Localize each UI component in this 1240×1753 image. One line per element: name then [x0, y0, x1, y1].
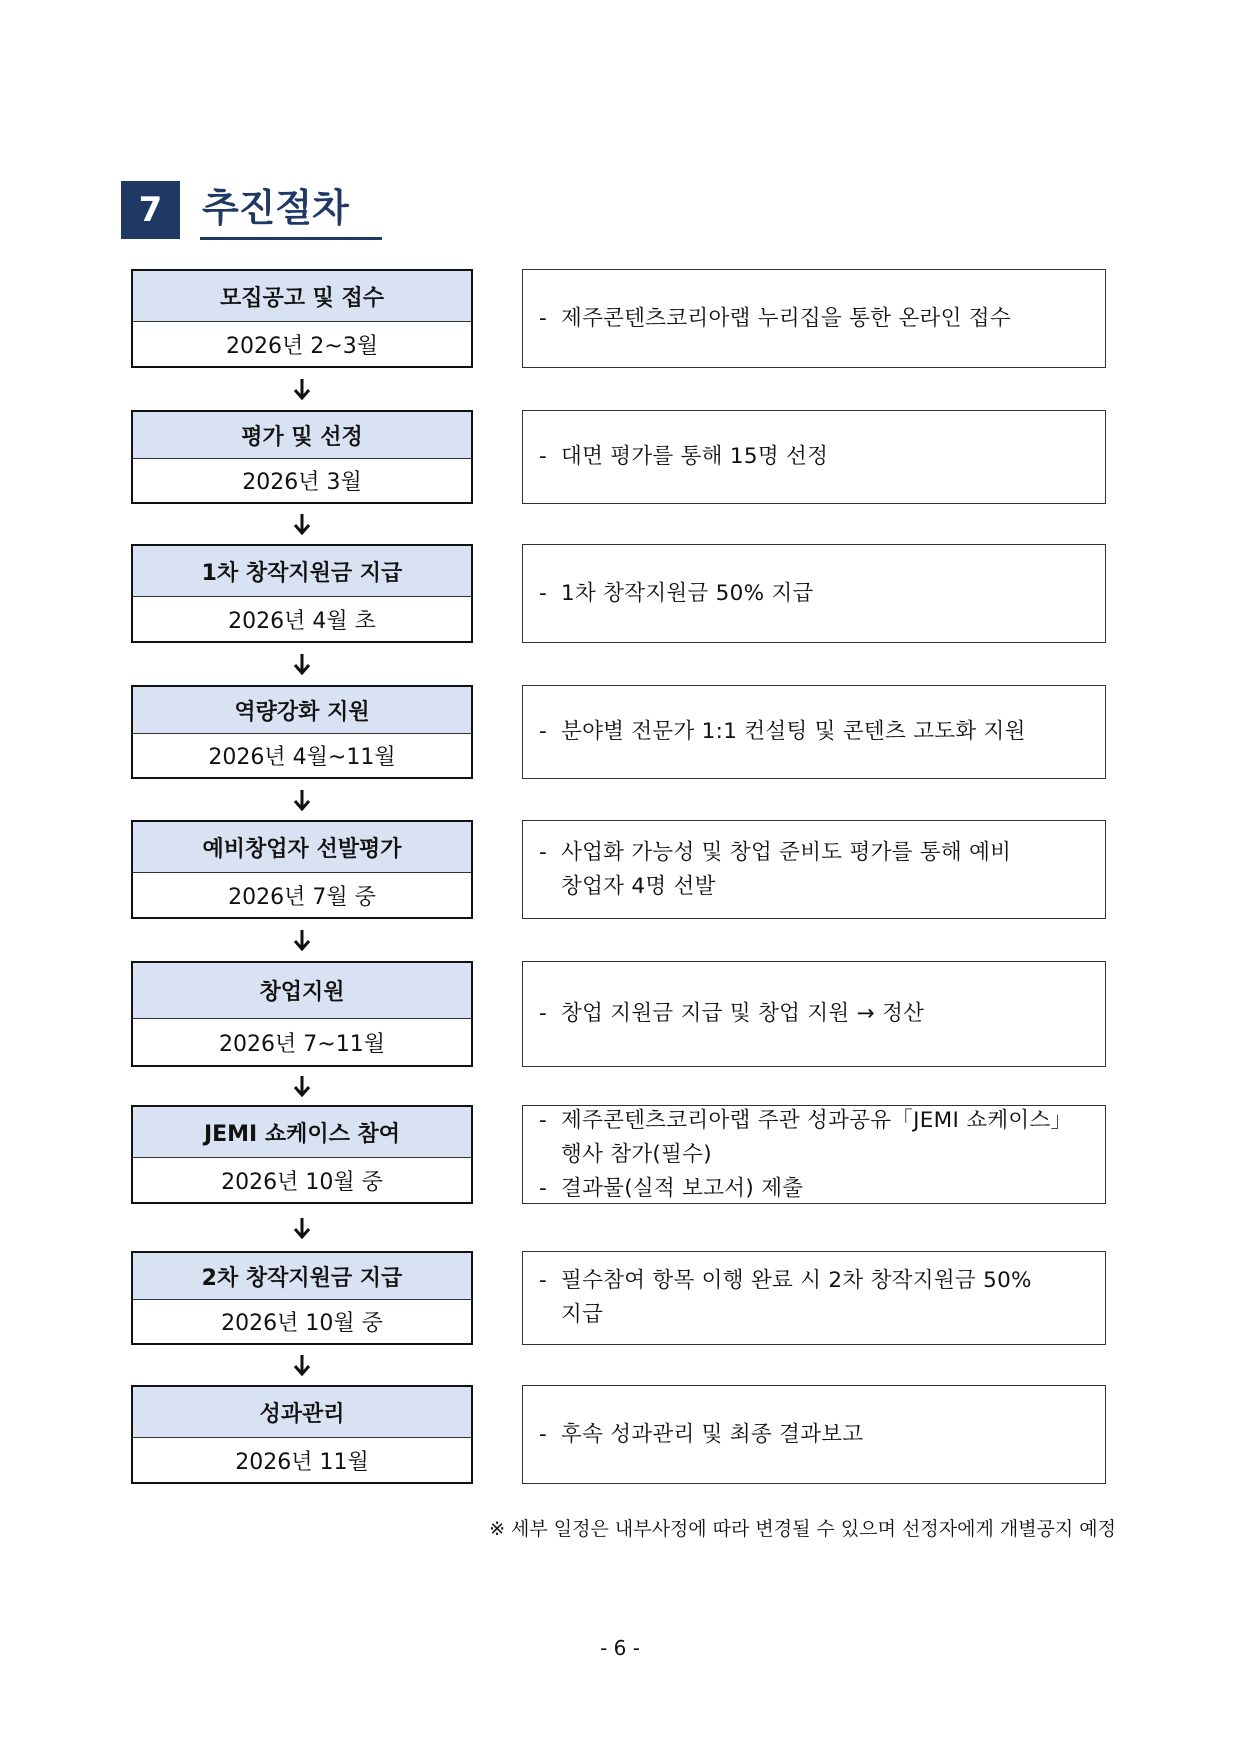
step-box	[131, 685, 473, 779]
step-date: 2026년 11월	[235, 1449, 369, 1475]
description-line	[539, 302, 1091, 336]
step-box	[131, 1105, 473, 1204]
description-text: 제주콘텐츠코리아랩 주관 성과공유「JEMI 쇼케이스」	[561, 1107, 1073, 1133]
bullet-dash: -	[539, 444, 548, 469]
arrow-down-icon	[293, 1075, 311, 1097]
description-text: 대면 평가를 통해 15명 선정	[561, 444, 829, 469]
arrow-down-icon	[293, 929, 311, 951]
step-title: 모집공고 및 접수	[133, 271, 471, 322]
step-title: 예비창업자 선발평가	[133, 822, 471, 873]
bullet-dash: -	[539, 305, 548, 331]
bullet-dash: -	[539, 580, 548, 606]
description-text: 필수참여 항목 이행 완료 시 2차 창작지원금 50%	[561, 1268, 1032, 1293]
step-box	[131, 544, 473, 643]
description-line	[539, 1172, 1091, 1206]
arrow-down-icon	[293, 513, 311, 535]
bullet-dash: -	[539, 1175, 548, 1201]
step-description	[522, 1251, 1106, 1345]
step-description	[522, 269, 1106, 368]
description-line	[539, 997, 1091, 1031]
arrow-down-icon	[293, 789, 311, 811]
arrow-down-icon	[293, 653, 311, 675]
bullet-dash: -	[539, 1107, 548, 1133]
step-date: 2026년 4월~11월	[208, 745, 396, 770]
description-continuation: 창업자 4명 선발	[561, 873, 716, 899]
description-line	[539, 836, 1091, 870]
arrow-down-icon	[293, 1354, 311, 1376]
section-title: 추진절차	[202, 185, 362, 237]
bullet-dash: -	[539, 1268, 548, 1293]
step-box	[131, 1385, 473, 1484]
page-number: - 6 -	[600, 1636, 640, 1660]
description-continuation: 지급	[561, 1302, 604, 1327]
step-box	[131, 961, 473, 1067]
description-line	[539, 1264, 1091, 1298]
step-box	[131, 410, 473, 504]
step-title: 창업지원	[133, 963, 471, 1019]
description-line	[539, 1418, 1091, 1452]
step-description	[522, 410, 1106, 504]
section-number: 7	[121, 181, 180, 239]
step-description	[522, 820, 1106, 919]
step-description	[522, 685, 1106, 779]
step-date: 2026년 7월 중	[228, 884, 376, 910]
step-date: 2026년 3월	[242, 470, 362, 495]
description-line	[539, 440, 1091, 474]
step-description	[522, 961, 1106, 1067]
step-date: 2026년 2~3월	[226, 333, 378, 359]
step-title: 역량강화 지원	[133, 687, 471, 734]
description-text: 1차 창작지원금 50% 지급	[561, 580, 814, 606]
description-continuation: 행사 참가(필수)	[561, 1141, 712, 1167]
description-text: 창업 지원금 지급 및 창업 지원 → 정산	[561, 1001, 925, 1026]
step-title: 2차 창작지원금 지급	[133, 1253, 471, 1300]
step-description	[522, 544, 1106, 643]
bullet-dash: -	[539, 719, 548, 744]
step-title: JEMI 쇼케이스 참여	[133, 1107, 471, 1158]
description-line	[539, 1104, 1091, 1138]
step-date: 2026년 4월 초	[228, 608, 376, 634]
step-box	[131, 820, 473, 919]
step-date: 2026년 10월 중	[221, 1311, 383, 1336]
description-text: 분야별 전문가 1:1 컨설팅 및 콘텐츠 고도화 지원	[561, 719, 1026, 744]
step-date: 2026년 7~11월	[219, 1031, 385, 1057]
arrow-down-icon	[293, 378, 311, 400]
schedule-note: ※ 세부 일정은 내부사정에 따라 변경될 수 있으며 선정자에게 개별공지 예정	[489, 1518, 1116, 1540]
description-text: 후속 성과관리 및 최종 결과보고	[561, 1421, 864, 1447]
bullet-dash: -	[539, 1421, 548, 1447]
step-title: 평가 및 선정	[133, 412, 471, 459]
description-line	[539, 577, 1091, 611]
description-text: 사업화 가능성 및 창업 준비도 평가를 통해 예비	[561, 839, 1012, 865]
step-description	[522, 1385, 1106, 1484]
step-title: 성과관리	[133, 1387, 471, 1438]
bullet-dash: -	[539, 839, 548, 865]
step-date: 2026년 10월 중	[221, 1169, 383, 1195]
description-text: 결과물(실적 보고서) 제출	[561, 1175, 804, 1201]
step-box	[131, 269, 473, 368]
step-title: 1차 창작지원금 지급	[133, 546, 471, 597]
arrow-down-icon	[293, 1217, 311, 1239]
step-box	[131, 1251, 473, 1345]
step-description	[522, 1105, 1106, 1204]
bullet-dash: -	[539, 1001, 548, 1026]
description-text: 제주콘텐츠코리아랩 누리집을 통한 온라인 접수	[561, 305, 1011, 331]
description-line	[539, 715, 1091, 749]
